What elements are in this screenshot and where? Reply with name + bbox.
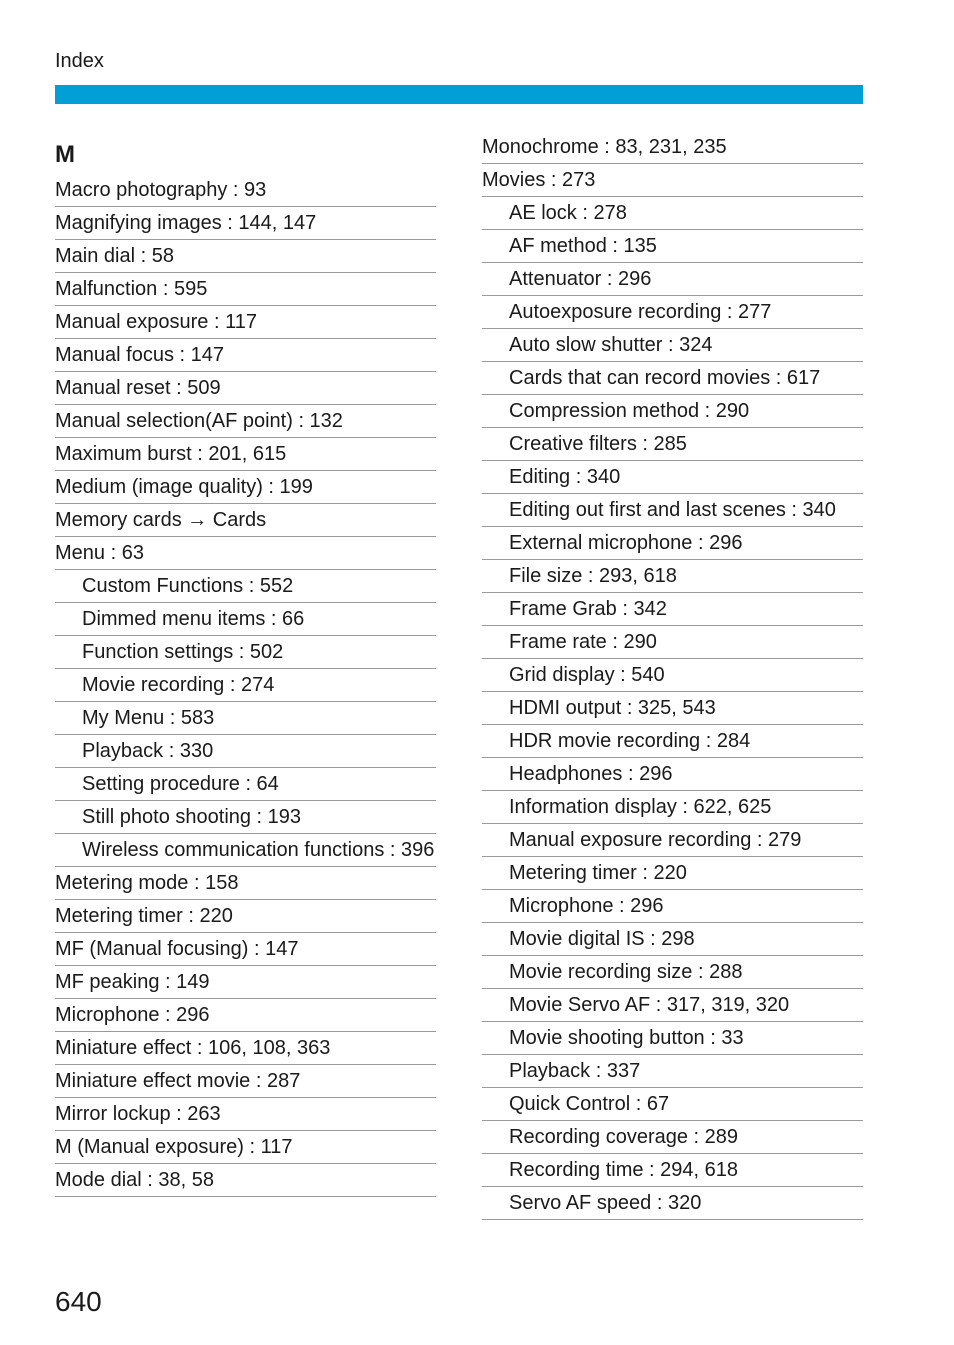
index-subentry: Auto slow shutter : 324	[482, 329, 863, 362]
header-accent-bar	[55, 85, 863, 104]
index-entry: Movies : 273	[482, 164, 863, 197]
index-entry: Medium (image quality) : 199	[55, 471, 436, 504]
index-subentry: Microphone : 296	[482, 890, 863, 923]
index-entry: Manual reset : 509	[55, 372, 436, 405]
index-subentry: Setting procedure : 64	[55, 768, 436, 801]
index-subentry: Still photo shooting : 193	[55, 801, 436, 834]
index-entry: MF (Manual focusing) : 147	[55, 933, 436, 966]
page-header-title: Index	[55, 50, 104, 72]
index-entry: Monochrome : 83, 231, 235	[482, 131, 863, 164]
index-entry: Metering mode : 158	[55, 867, 436, 900]
index-subentry: Playback : 337	[482, 1055, 863, 1088]
index-subentry: AF method : 135	[482, 230, 863, 263]
index-subentry: Movie digital IS : 298	[482, 923, 863, 956]
index-entry: Metering timer : 220	[55, 900, 436, 933]
index-subentry: HDMI output : 325, 543	[482, 692, 863, 725]
index-subentry: Information display : 622, 625	[482, 791, 863, 824]
index-subentry: Attenuator : 296	[482, 263, 863, 296]
index-subentry: Playback : 330	[55, 735, 436, 768]
index-entry: Maximum burst : 201, 615	[55, 438, 436, 471]
index-subentry: My Menu : 583	[55, 702, 436, 735]
index-entry: Mirror lockup : 263	[55, 1098, 436, 1131]
index-entry-list-left	[55, 174, 436, 1197]
index-subentry: Grid display : 540	[482, 659, 863, 692]
index-subentry: Dimmed menu items : 66	[55, 603, 436, 636]
index-entry: Main dial : 58	[55, 240, 436, 273]
index-subentry: Editing : 340	[482, 461, 863, 494]
index-subentry: Metering timer : 220	[482, 857, 863, 890]
index-subentry: Frame rate : 290	[482, 626, 863, 659]
index-letter-heading: M	[55, 141, 75, 168]
index-subentry: Recording time : 294, 618	[482, 1154, 863, 1187]
index-entry: Manual selection(AF point) : 132	[55, 405, 436, 438]
index-subentry: Quick Control : 67	[482, 1088, 863, 1121]
index-subentry: Frame Grab : 342	[482, 593, 863, 626]
index-column-right	[482, 131, 863, 1220]
index-entry: Macro photography : 93	[55, 174, 436, 207]
index-entry: Manual focus : 147	[55, 339, 436, 372]
index-subentry: Manual exposure recording : 279	[482, 824, 863, 857]
index-subentry: Movie shooting button : 33	[482, 1022, 863, 1055]
index-subentry: Creative filters : 285	[482, 428, 863, 461]
index-subentry: Recording coverage : 289	[482, 1121, 863, 1154]
index-entry: Miniature effect movie : 287	[55, 1065, 436, 1098]
index-subentry: AE lock : 278	[482, 197, 863, 230]
index-subentry: Cards that can record movies : 617	[482, 362, 863, 395]
index-subentry: Movie Servo AF : 317, 319, 320	[482, 989, 863, 1022]
index-subentry: External microphone : 296	[482, 527, 863, 560]
index-subentry: Servo AF speed : 320	[482, 1187, 863, 1220]
index-subentry: Movie recording : 274	[55, 669, 436, 702]
index-subentry: Custom Functions : 552	[55, 570, 436, 603]
index-entry: Memory cards → Cards	[55, 504, 436, 537]
index-subentry: Compression method : 290	[482, 395, 863, 428]
index-entry: MF peaking : 149	[55, 966, 436, 999]
index-entry: Mode dial : 38, 58	[55, 1164, 436, 1197]
index-entry: M (Manual exposure) : 117	[55, 1131, 436, 1164]
index-subentry: Movie recording size : 288	[482, 956, 863, 989]
index-entry: Menu : 63	[55, 537, 436, 570]
index-subentry: Function settings : 502	[55, 636, 436, 669]
index-entry: Miniature effect : 106, 108, 363	[55, 1032, 436, 1065]
index-subentry: Autoexposure recording : 277	[482, 296, 863, 329]
index-subentry: Headphones : 296	[482, 758, 863, 791]
page-number: 640	[55, 1286, 102, 1317]
index-entry-list-right	[482, 131, 863, 1220]
index-subentry: Wireless communication functions : 396	[55, 834, 436, 867]
index-subentry: HDR movie recording : 284	[482, 725, 863, 758]
index-entry: Microphone : 296	[55, 999, 436, 1032]
index-subentry: Editing out first and last scenes : 340	[482, 494, 863, 527]
index-column-left	[55, 138, 436, 1197]
index-entry: Manual exposure : 117	[55, 306, 436, 339]
index-subentry: File size : 293, 618	[482, 560, 863, 593]
index-entry: Magnifying images : 144, 147	[55, 207, 436, 240]
index-entry: Malfunction : 595	[55, 273, 436, 306]
